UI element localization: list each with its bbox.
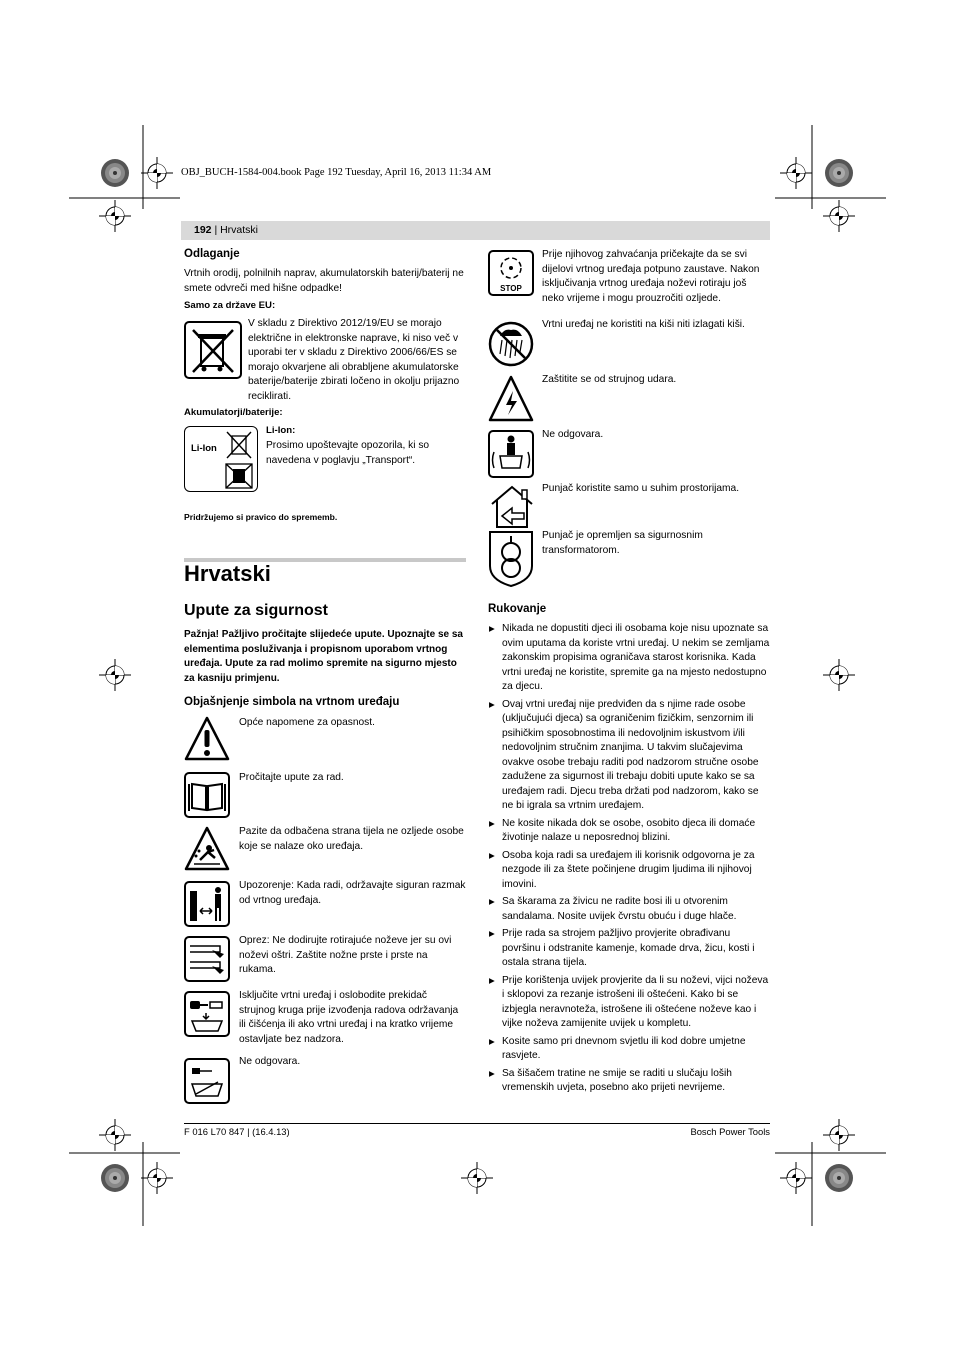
crossed-bin-icon	[184, 321, 242, 379]
thrown-objects-icon	[184, 826, 230, 872]
symbol-text-4: Upozorenje: Kada radi, održavajte siguran razmak od vrtnog uređaja.	[239, 880, 466, 906]
list-item: ▶ Sa šišačem tratine ne smije se raditi u slučaju loših vremenskih uvjeta, posebno ako prijeti nevrijeme.	[488, 1067, 770, 1096]
no-rain-icon	[488, 320, 534, 368]
electric-shock-icon	[488, 375, 534, 423]
page-header: 192 | Hrvatski	[194, 224, 259, 236]
right-symbol-text-6: Punjač je opremljen sa sigurnosnim transformatorom.	[542, 530, 703, 556]
rukovanje-title: Rukovanje	[488, 603, 547, 615]
list-item: ▶ Sa škarama za živicu ne radite bosi ili u otvorenim sandalama. Nosite uvijek čvrstu obuću i duge hlače.	[488, 895, 770, 924]
print-info: OBJ_BUCH-1584-004.book Page 192 Tuesday, April 16, 2013 11:34 AM	[181, 167, 492, 178]
safety-bullet-list	[488, 622, 770, 1099]
not-applicable-2-icon	[488, 430, 534, 478]
not-applicable-icon	[184, 1058, 230, 1104]
right-symbol-text-1: Prije njihovog zahvaćanja pričekajte da se svi dijelovi vrtnog uređaja potpuno zaustave. Nakon isključivanja vrtnog uređaja noževi rotiraju još neko vrijeme i mogu prouzročiti ozljede.	[542, 249, 760, 304]
page-number: 192	[194, 224, 212, 236]
header-bar	[181, 221, 770, 240]
list-item: ▶ Prije korištenja uvijek provjerite da li su noževi, vijci noževa i sklopovi za rezanje istrošeni ili oštećeni. Kako bi se izbjegla neravnoteža, istrošene ili oštećene noževe kao i vijke noževa zamijenite uvijek u kompletu.	[488, 974, 770, 1032]
eu-text: V skladu z Direktivo 2012/19/EU se morajo električne in elektronske naprave, ki niso več v uporabi ter v skladu z Direktivo 2006/66/ES se morajo okvarjene ali obrabljene akumulatorske baterije/baterije zbirati ločeno in okolju prijazno reciklirati.	[248, 318, 460, 402]
indoor-use-icon	[488, 484, 536, 530]
warning-triangle-icon	[184, 716, 230, 762]
symbol-text-6: Isključite vrtni uređaj i oslobodite prekidač strujnog kruga prije izvođenja radova održavanja ili čišćenja ili ako vrtni uređaj i na kratko vrijeme ostavljate bez nadzora.	[239, 990, 459, 1045]
list-item: ▶ Prije rada sa strojem pažljivo provjerite obrađivanu površinu i odstranite kamenje, komade drva, žicu, kosti i ostala strana tijela.	[488, 927, 770, 971]
symbol-text-1: Opće napomene za opasnost.	[239, 717, 375, 728]
symbol-text-2: Pročitajte upute za rad.	[239, 772, 344, 783]
right-symbol-text-3: Zaštitite se od strujnog udara.	[542, 374, 677, 385]
right-symbol-text-4: Ne odgovara.	[542, 429, 604, 440]
symbols-title: Objašnjenje simbola na vrtnom uređaju	[184, 696, 400, 708]
liion-icon	[184, 426, 258, 492]
header-language: Hrvatski	[220, 224, 259, 236]
stop-label: STOP	[500, 284, 522, 293]
liion-icon-label: Li-Ion	[191, 443, 217, 454]
symbol-text-7: Ne odgovara.	[239, 1056, 301, 1067]
liion-label: Li-Ion:	[266, 425, 296, 436]
right-symbol-text-5: Punjač koristite samo u suhim prostorijama.	[542, 483, 740, 494]
list-item: ▶ Osoba koja radi sa uređajem ili korisnik odgovorna je za nezgode ili za štete počinjene drugim ljudima ili njihovoj imovini.	[488, 849, 770, 893]
reserve-note: Pridržujemo si pravico do sprememb.	[184, 512, 338, 522]
list-item: ▶ Ovaj vrtni uređaj nije predviđen da s njime rade osobe (uključujući djeca) sa ograničenim fizičkim, senzornim ili psihičkim sposobnostima ili nedovoljnim iskustvom i/ili nedovoljnim stručnim znanjima. U takvim slučajevima ovakve osobe trebaju raditi pod nadzorom stručne osobe zadužene za sigurnost ili trebaju dobiti upute kako se sa uređajem radi. Djecu treba držati pod nadzorom, kako se ne bi igrala sa vrtnim uređajem.	[488, 698, 770, 814]
odlaganje-text: Vrtnih orodij, polnilnih naprav, akumulatorskih baterij/baterij ne smete odvreči med hišne odpadke!	[184, 268, 464, 294]
list-item: ▶ Ne kosite nikada dok se osobe, osobito djeca ili domaće životinje nalaze u neposrednoj blizini.	[488, 817, 770, 846]
footer-doc-id: F 016 L70 847 | (16.4.13)	[184, 1126, 290, 1137]
safe-distance-icon	[184, 881, 230, 927]
unplug-icon	[184, 991, 230, 1037]
symbol-text-5: Oprez: Ne dodirujte rotirajuće noževe jer su ovi noževi oštri. Zaštite nožne prste i prste na rukama.	[239, 935, 452, 975]
footer-brand: Bosch Power Tools	[690, 1126, 770, 1137]
section-title: Upute za sigurnost	[184, 602, 329, 619]
safety-transformer-icon	[487, 530, 535, 588]
list-item: ▶ Nikada ne dopustiti djeci ili osobama koje nisu upoznate sa ovim uputama da koriste vrtni uređaj. U nekim se zemljama zakonskim propisima ograničava starost korisnika. Kada vrtni uređaj ne koristite, spremite ga na mjesto nedostupno za djecu.	[488, 622, 770, 695]
stop-rotation-icon	[488, 250, 534, 296]
footer-rule	[184, 1123, 770, 1124]
manual-book-icon	[184, 772, 230, 818]
eu-title: Samo za države EU:	[184, 300, 276, 311]
right-symbol-text-2: Vrtni uređaj ne koristiti na kiši niti izlagati kiši.	[542, 319, 745, 330]
language-title: Hrvatski	[184, 561, 271, 586]
warning-text: Pažnja! Pažljivo pročitajte slijedeće upute. Upoznajte se sa elementima posluživanja i propisnom uporabom vrtnog uređaja. Upute za rad molimo spremite na sigurno mjesto za kasniju primjenu.	[184, 629, 463, 684]
liion-text: Prosimo upoštevajte opozorila, ki so navedena v poglavju „Transport“.	[266, 440, 430, 466]
akku-title: Akumulatorji/baterije:	[184, 407, 283, 418]
list-item: ▶ Kosite samo pri dnevnom svjetlu ili kod dobre umjetne rasvjete.	[488, 1035, 770, 1064]
symbol-text-3: Pazite da odbačena strana tijela ne ozljede osobe koje se nalaze oko uređaja.	[239, 826, 464, 852]
odlaganje-title: Odlaganje	[184, 248, 240, 260]
rotating-blades-icon	[184, 936, 230, 982]
